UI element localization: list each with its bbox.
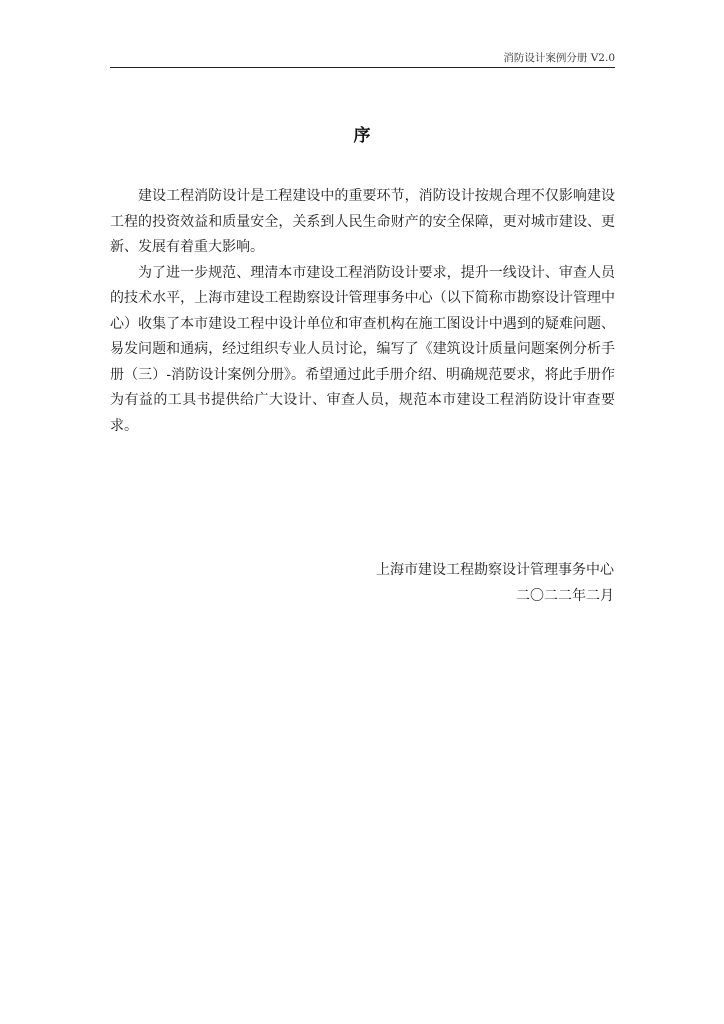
preface-body	[110, 184, 615, 439]
signature-organization: 上海市建设工程勘察设计管理事务中心	[376, 562, 614, 578]
preface-paragraph-2: 为了进一步规范、理清本市建设工程消防设计要求，提升一线设计、审查人员的技术水平，上海市建设工程勘察设计管理事务中心（以下简称市勘察设计管理中心）收集了本市建设工程中设计单位和审查机构在施工图设计中遇到的疑难问题、易发问题和通病，经过组织专业人员讨论，编写了《建筑设计质量问题案例分析手册（三）-消防设计案例分册》。希望通过此手册介绍、明确规范要求，将此手册作为有益的工具书提供给广大设计、审查人员，规范本市建设工程消防设计审查要求。	[110, 264, 615, 434]
signature-block	[376, 557, 614, 609]
signature-date: 二〇二二年二月	[516, 588, 614, 604]
running-header	[110, 51, 615, 68]
running-header-title: 消防设计案例分册 V2.0	[503, 52, 615, 64]
preface-paragraph-1: 建设工程消防设计是工程建设中的重要环节，消防设计按规合理不仅影响建设工程的投资效益和质量安全，关系到人民生命财产的安全保障，更对城市建设、更新、发展有着重大影响。	[110, 188, 615, 255]
page-title: 序	[353, 126, 371, 146]
